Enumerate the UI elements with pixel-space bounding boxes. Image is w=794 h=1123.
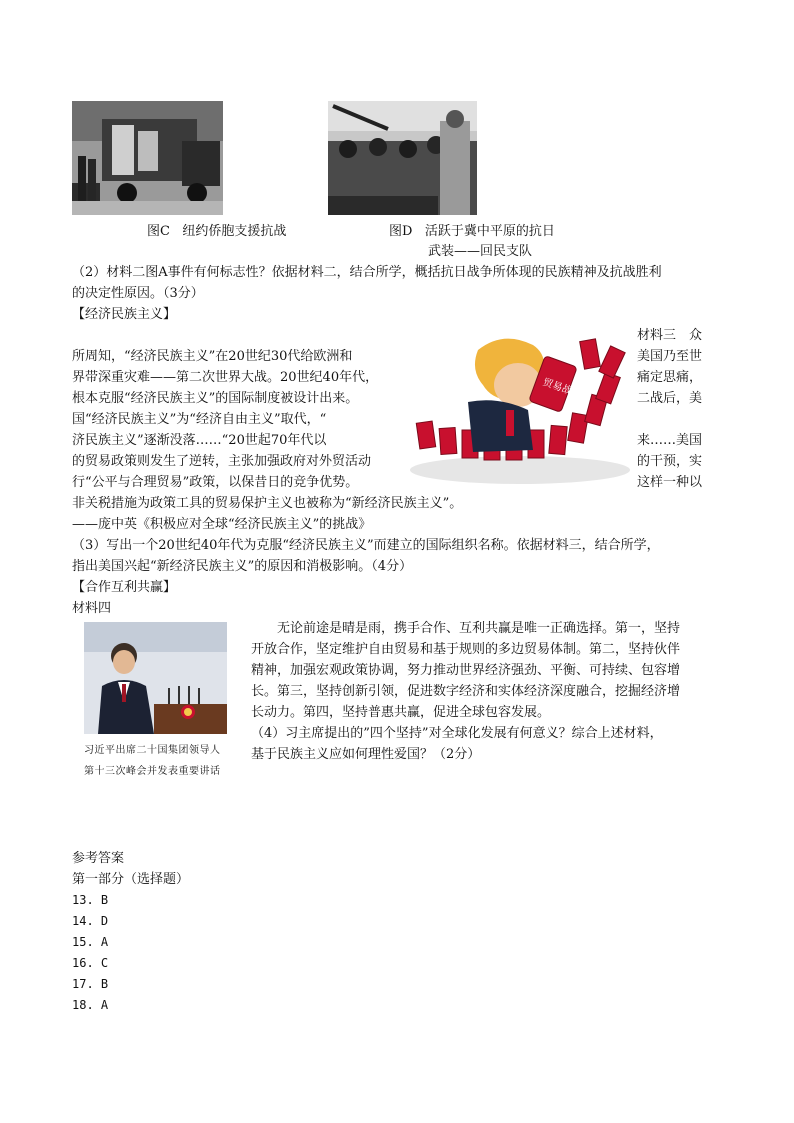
material-4-line: 长动力。第四，坚持普惠共赢，促进全球包容发展。	[251, 705, 551, 720]
material-3-right-line: 这样一种以	[637, 475, 703, 490]
question-2-line2: 的决定性原因。（3分）	[72, 286, 204, 301]
material-3-right-line: 来……美国	[637, 433, 703, 448]
section-economic-heading: 【经济民族主义】	[72, 307, 177, 322]
material-3-left-line: 济民族主义”逐渐没落……“20世起70年代以	[72, 433, 327, 448]
answer-item: 14. D	[72, 914, 109, 928]
material-3-left-line: 根本克服“经济民族主义”的国际制度被设计出来。	[72, 391, 359, 406]
material-3-left-line: 国“经济民族主义”为“经济自由主义”取代，“	[72, 412, 327, 427]
figure-d-caption-line2: 武装——回民支队	[428, 244, 533, 259]
question-2-line1: （2）材料二图A事件有何标志性？依据材料二，结合所学，概括抗日战争所体现的民族精神及抗战胜利	[72, 265, 662, 280]
material-3-right-line: 美国乃至世	[637, 349, 703, 364]
material-3-right-line: 痛定思痛，	[637, 370, 703, 385]
section-cooperation-heading: 【合作互利共赢】	[72, 580, 177, 595]
material-4-photo	[84, 622, 227, 734]
material-3-right-line: 的干预，实	[637, 454, 703, 469]
material-4-text	[251, 618, 680, 723]
question-4-line2: 基于民族主义应如何理性爱国？（2分）	[251, 747, 481, 762]
trade-war-cartoon	[408, 330, 633, 488]
answer-item: 17. B	[72, 977, 109, 991]
material-3-left-text	[72, 325, 378, 493]
material-4-line: 长。第三，坚持创新引领，促进数字经济和实体经济深度融合，挖掘经济增	[251, 684, 681, 699]
material-4-line: 精神，加强宏观政策协调，努力推动世界经济强劲、平衡、可持续、包容增	[251, 663, 681, 678]
figure-c-caption	[147, 222, 286, 242]
material-4-photo-caption-1: 习近平出席二十国集团领导人	[84, 745, 221, 756]
material-3-left-line: 的贸易政策则发生了逆转，主张加强政府对外贸活动	[72, 454, 372, 469]
material-4-line: 开放合作，坚定维护自由贸易和基于规则的多边贸易体制。第二，坚持伙伴	[251, 642, 681, 657]
figure-c-text: 纽约侨胞支援抗战	[182, 224, 287, 239]
question-3-line1: （3）写出一个20世纪40年代为克服“经济民族主义”而建立的国际组织名称。依据材料三，结合所学，	[72, 538, 660, 553]
answers-part-1: 第一部分（选择题）	[72, 872, 190, 887]
answer-item: 18. A	[72, 998, 109, 1012]
material-3-right-line: 材料三 众	[637, 328, 703, 343]
material-4-photo-caption-2: 第十三次峰会并发表重要讲话	[84, 766, 221, 777]
question-3-line2: 指出美国兴起“新经济民族主义”的原因和消极影响。（4分）	[72, 559, 413, 574]
material-3-right-line: 二战后，美	[637, 391, 703, 406]
figure-d-caption	[389, 222, 555, 242]
material-3-left-line	[72, 325, 378, 346]
answer-item: 16. C	[72, 956, 109, 970]
question-4-line1: （4）习主席提出的”四个坚持”对全球化发展有何意义？综合上述材料，	[251, 726, 663, 741]
figure-c-photo	[72, 101, 223, 215]
material-3-left-line: 所周知，“经济民族主义”在20世纪30代给欧洲和	[72, 349, 353, 364]
figure-d-text: 活跃于冀中平原的抗日	[424, 224, 555, 239]
material-4-label: 材料四	[72, 601, 112, 616]
material-4-line: 无论前途是晴是雨，携手合作、互利共赢是唯一正确选择。第一，坚持	[251, 621, 681, 636]
answer-item: 15. A	[72, 935, 109, 949]
material-3-full-line: 非关税措施为政策工具的贸易保护主义也被称为“新经济民族主义”。	[72, 496, 463, 511]
figure-d-label: 图D	[389, 224, 413, 239]
figure-d-photo	[328, 101, 477, 215]
material-3-left-line: 界带深重灾难——第二次世界大战。20世纪40年代，	[72, 370, 379, 385]
answers-list	[72, 890, 108, 1016]
answer-item: 13. B	[72, 893, 109, 907]
answers-title: 参考答案	[72, 851, 125, 866]
material-3-right-line	[637, 409, 702, 430]
cartoon-sign-text: 贸易战	[541, 376, 574, 398]
material-3-source: ——庞中英《积极应对全球“经济民族主义”的挑战》	[72, 517, 372, 532]
material-3-left-line: 行“公平与合理贸易”政策，以保昔日的竞争优势。	[72, 475, 359, 490]
material-3-right-text	[637, 325, 702, 493]
figure-c-label: 图C	[147, 224, 170, 239]
